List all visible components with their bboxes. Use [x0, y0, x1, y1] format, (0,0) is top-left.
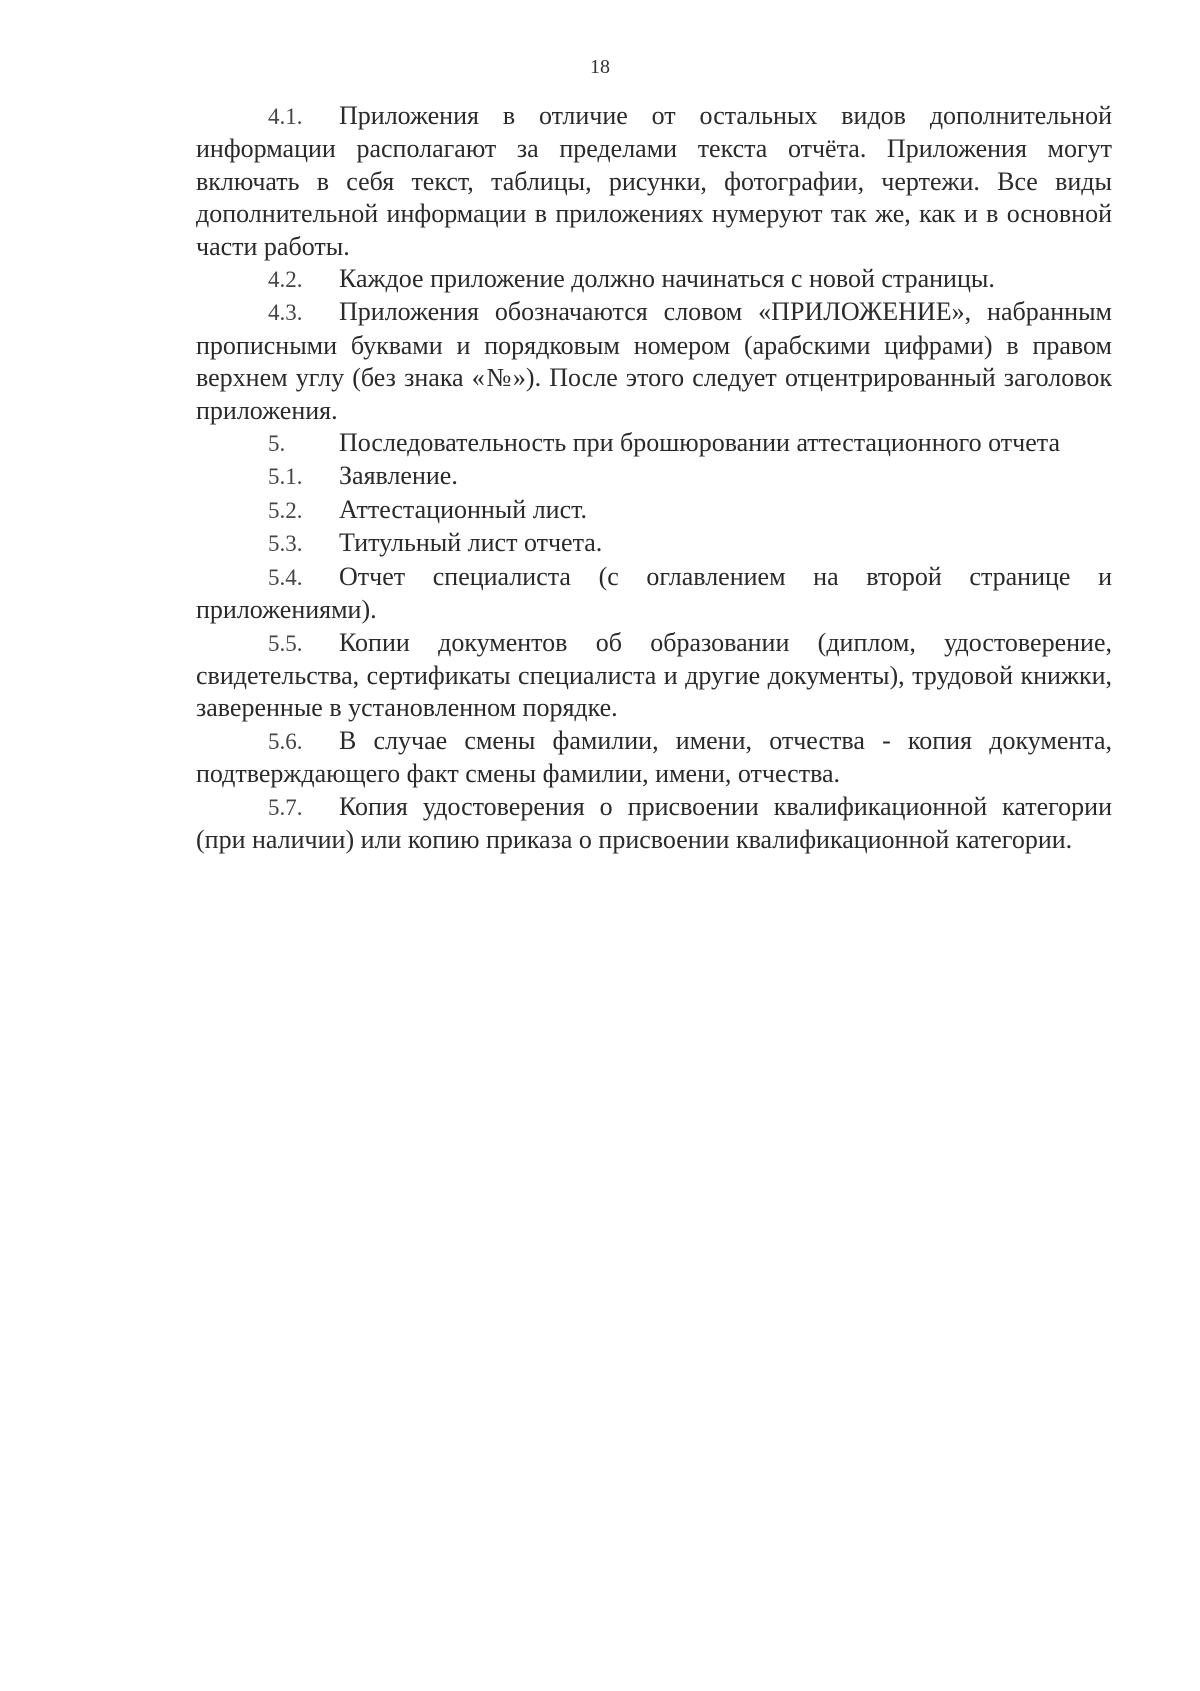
paragraph-5: [196, 427, 1112, 460]
paragraph-text: Титульный лист отчета.: [339, 528, 603, 558]
paragraph-5-7: [196, 791, 1112, 857]
document-body: [196, 100, 1112, 856]
paragraph-5-2: [196, 494, 1112, 527]
paragraph-number: 5.4.: [268, 564, 303, 590]
paragraph-text: Приложения в отличие от остальных видов дополнительной информации располагают за пределами текста отчёта. Приложения могут включать в себя текст, таблицы, рисунки, фотографии, чертежи. Все виды дополнительной информации в приложениях нумеруют так же, как и в основной части работы.: [196, 101, 1112, 261]
paragraph-text: Последовательность при брошюровании аттестационного отчета: [339, 428, 1061, 458]
paragraph-number: 5.2.: [268, 497, 303, 523]
paragraph-5-5: [196, 627, 1112, 725]
paragraph-number: 4.1.: [268, 104, 303, 129]
paragraph-text: Каждое приложение должно начинаться с новой страницы.: [339, 264, 995, 294]
paragraph-4-1: [196, 100, 1112, 263]
paragraph-number: 5.3.: [268, 531, 303, 557]
paragraph-5-4: [196, 561, 1112, 627]
paragraph-4-3: [196, 296, 1112, 427]
paragraph-4-2: [196, 263, 1112, 296]
paragraph-5-3: [196, 527, 1112, 560]
paragraph-number: 5.7.: [268, 794, 303, 820]
paragraph-number: 5.5.: [268, 630, 303, 656]
paragraph-number: 5.: [268, 431, 286, 457]
paragraph-5-6: [196, 725, 1112, 791]
paragraph-text: Отчет специалиста (с оглавлением на второй странице и приложениями).: [196, 561, 1112, 625]
paragraph-number: 5.6.: [268, 728, 303, 754]
paragraph-text: Аттестационный лист.: [339, 494, 588, 524]
paragraph-text: Приложения обозначаются словом «ПРИЛОЖЕНИЕ», набранным прописными буквами и порядковым номером (арабскими цифрами) в правом верхнем углу (без знака «№»). После этого следует отцентрированный заголовок приложения.: [196, 297, 1112, 425]
paragraph-number: 5.1.: [268, 464, 303, 490]
paragraph-number: 4.3.: [268, 300, 303, 326]
paragraph-text: Копии документов об образовании (диплом, удостоверение, свидетельства, сертификаты специалиста и другие документы), трудовой книжки, заверенные в установленном порядке.: [196, 627, 1112, 723]
paragraph-text: Заявление.: [339, 461, 458, 491]
paragraph-number: 4.2.: [268, 267, 303, 293]
page-number: 18: [590, 56, 610, 78]
paragraph-text: В случае смены фамилии, имени, отчества - копия документа, подтверждающего факт смены фамилии, имени, отчества.: [196, 725, 1112, 789]
paragraph-5-1: [196, 460, 1112, 493]
paragraph-text: Копия удостоверения о присвоении квалификационной категории (при наличии) или копию приказа о присвоении квалификационной категории.: [196, 791, 1112, 854]
